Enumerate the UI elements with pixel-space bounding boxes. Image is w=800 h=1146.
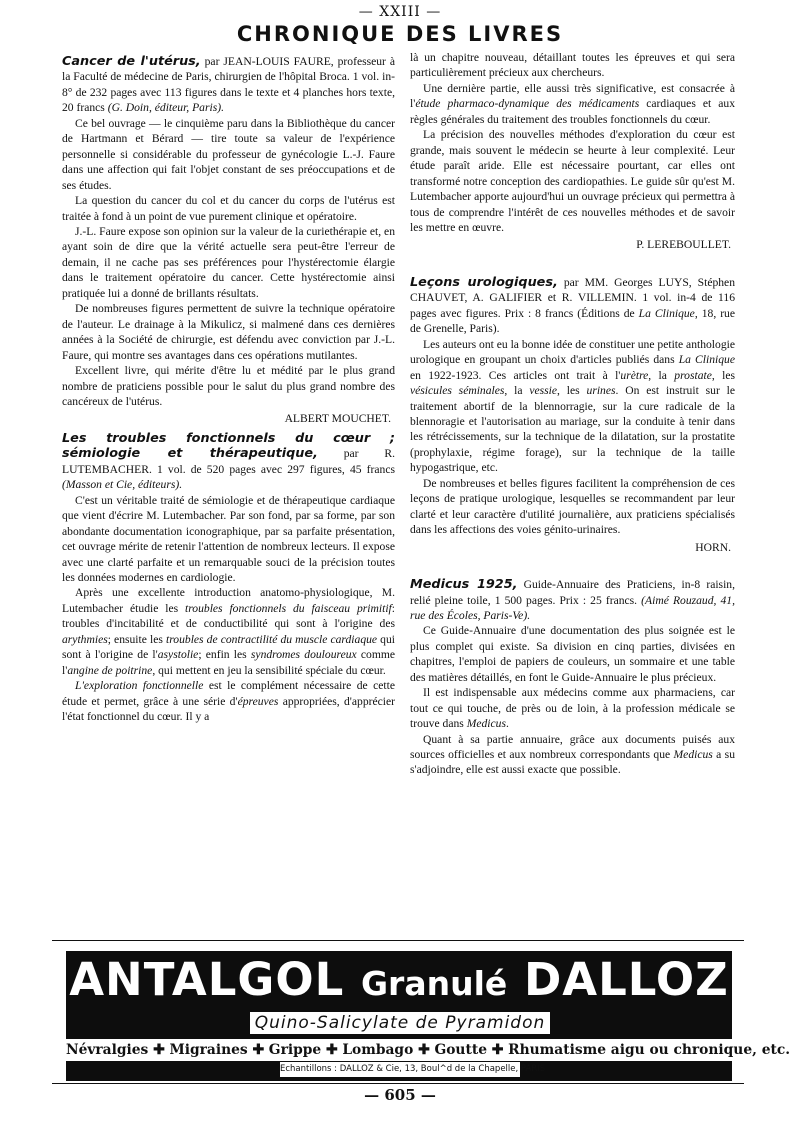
- ad-footer: Echantillons : DALLOZ & Cie, 13, Boul^d de la Chapelle, PARIS: [280, 1062, 520, 1077]
- divider-rule: [52, 940, 744, 941]
- book-details: par MM. Georges LUYS, Stéphen CHAUVET, A. GALIFIER et R. VILLEMIN. 1 vol. in-4 de 116 pages avec figures. Prix : 8 francs (Éditions de: [410, 275, 735, 320]
- ad-subtitle: Quino-Salicylate de Pyramidon: [250, 1012, 550, 1034]
- publisher: (G. Doin, éditeur, Paris).: [107, 101, 224, 115]
- right-column: [410, 50, 735, 778]
- review-signature: P. LEREBOULLET.: [636, 238, 731, 252]
- review-troubles-coeur-header: [62, 431, 395, 493]
- antalgol-advertisement: [66, 951, 791, 1081]
- book-title: Les troubles fonctionnels du cœur ; sémiologie et thérapeutique,: [62, 430, 395, 462]
- paragraph: De nombreuses et belles figures facilitent la compréhension de ces leçons de pratique urologique, lesquelles se recommandent par leur clarté et leur caractère d'utilité journalière, aux praticiens spécialisés dans les affections des voies génito-urinaires.: [410, 476, 735, 537]
- paragraph: De nombreuses figures permettent de suivre la technique opératoire de l'auteur. Le drainage à la Mikulicz, si malmené dans ces dernières années à la Société de chirurgie, est défendu avec conviction par J.-L. Faure, qui montre ses avantages dans ces opérations mutilantes.: [62, 302, 395, 362]
- review-signature: HORN.: [695, 540, 731, 554]
- paragraph: Il est indispensable aux médecins comme aux pharmaciens, car tout ce qui touche, de près ou de loin, à la profession médicale se trouve dans Medicus.: [410, 686, 735, 731]
- paragraph: là un chapitre nouveau, détaillant toutes les épreuves et qui sera particulièrement précieux aux chercheurs.: [410, 51, 735, 80]
- review-lecons-urologiques-header: Leçons urologiques, par MM. Georges LUYS, Stéphen CHAUVET, A. GALIFIER et R. VILLEMIN. 1 vol. in-4 de 116 pages avec figures. Prix : 8 francs (Éditions de La Clinique, 18, rue de Grenelle, Paris).: [410, 274, 735, 336]
- paragraph: La précision des nouvelles méthodes d'exploration du cœur est grande, mais souvent le médecin se heurte à leur complexité. Leur étude paraît aride. Elle est nécessaire pourtant, car elles ont transformé notre conception des cardiopathies. Le guide sûr qu'est M. Lutembacher apporte aujourd'hui un ouvrage précieux qui permettra à tous de comprendre l'intérêt de ces nouvelles méthodes et de savoir les mettre en œuvre.: [410, 128, 735, 234]
- paragraph: Ce Guide-Annuaire d'une documentation des plus soignée est le plus complet qui existe. Sa division en cinq parties, divisées en chapitres, l'emploi de papiers de couleurs, un sommaire et une table des matières détaillés, en font le Guide-Annuaire le plus précieux.: [410, 624, 735, 684]
- paragraph: Ce bel ouvrage — le cinquième paru dans la Bibliothèque du cancer de Hartmann et Bérard — tire toute sa valeur de l'expérience personnelle si considérable du professeur de gynécologie L.-J. Faure dans une affection qui fait l'objet constant de ses préoccupations et de ses études.: [62, 116, 395, 192]
- paragraph: Les auteurs ont eu la bonne idée de constituer une petite anthologie urologique en groupant un choix d'articles publiés dans La Clinique en 1922-1923. Ces articles ont trait à l'urètre, la prostate, les vésicules séminales, la vessie, les urines. On est instruit sur le traitement abortif de la blennorragie, sur la cure radicale de la blennoragie et l'autorisation au mariage, sur la conduite à tenir dans les rétrécissements, sur la technique de la dilatation, sur la prostatite (prophylaxie, régime forage), sur la technique de la taille hypogastrique, etc.: [410, 337, 736, 475]
- book-title: Medicus 1925,: [410, 577, 518, 593]
- paragraph: C'est un véritable traité de sémiologie et de thérapeutique cardiaque que vient d'écrire M. Lutembacher. Par son fond, par sa forme, par son abondante documentation iconographique, par sa parfaite présentation, cet ouvrage mérite de retenir l'attention de nombreux lecteurs. Il expose avec une clarté parfaite et un remarquable souci de la précision toutes les données modernes en cardiologie.: [62, 493, 395, 584]
- page-number: — 605 —: [364, 1086, 436, 1104]
- book-title: Cancer de l'utérus,: [62, 54, 201, 69]
- section-title: CHRONIQUE DES LIVRES: [236, 22, 564, 46]
- review-cancer-uterus-header: [62, 54, 395, 116]
- ad-indications: Névralgies ✚ Migraines ✚ Grippe ✚ Lombago ✚ Goutte ✚ Rhumatisme aigu ou chronique, etc.: [66, 1039, 732, 1061]
- book-details: par R. LUTEMBACHER. 1 vol. de 520 pages avec 297 figures, 45 francs: [62, 447, 395, 476]
- review-signature: ALBERT MOUCHET.: [284, 412, 391, 426]
- review-medicus-header: [410, 577, 735, 623]
- paragraph: Excellent livre, qui mérite d'être lu et médité par le plus grand nombre de praticiens possible pour le salut du plus grand nombre des cancéreux de l'utérus.: [62, 364, 395, 408]
- left-column: [62, 50, 395, 724]
- paragraph: L'exploration fonctionnelle est le complément nécessaire de cette étude et permet, grâce à une série d'épreuves appropriées, d'apprécier l'état fonctionnel du cœur. Il y a: [62, 679, 396, 724]
- book-title: Leçons urologiques,: [410, 274, 558, 290]
- paragraph: J.-L. Faure expose son opinion sur la valeur de la curiethérapie et, en ayant soin de dire que la vérité actuelle sera peut-être l'erreur de demain, il ne cache pas ses préférences pour l'hystérectomie élargie dans le traitement opératoire du cancer. Cette hystérectomie ainsi pratiquée lui a donné de brillants résultats.: [62, 224, 395, 300]
- publisher: (Aimé Rouzaud, 41, rue des Écoles, Paris-Ve).: [410, 593, 736, 622]
- paragraph: Une dernière partie, elle aussi très significative, est consacrée à l'étude pharmaco-dynamique des médicaments cardiaques et aux règles générales du traitement des troubles fonctionnels du cœur.: [410, 81, 735, 126]
- book-details: Guide-Annuaire des Praticiens, in-8 raisin, relié pleine toile, 1 500 pages. Prix : 25 francs.: [410, 578, 735, 607]
- book-details: par JEAN-LOUIS FAURE, professeur à la Faculté de médecine de Paris, chirurgien de l'hôpital Broca. 1 vol. in-8° de 232 pages avec 113 figures dans le texte et 4 planches hors texte, 20 francs: [62, 55, 396, 115]
- divider-rule: [52, 1083, 744, 1084]
- ad-brand: ANTALGOL Granulé DALLOZ: [69, 953, 729, 1006]
- publisher: La Clinique: [638, 306, 695, 320]
- paragraph: Après une excellente introduction anatomo-physiologique, M. Lutembacher étudie les troubles fonctionnels du faisceau primitif: troubles d'incitabilité et de conductibilité qui sont à l'origine des arythmies; ensuite les troubles de contractilité du muscle cardiaque qui sont à l'origine de l'asystolie; enfin les syndromes douloureux comme l'angine de poitrine, qui mettent en jeu la sensibilité spéciale du cœur.: [62, 586, 396, 677]
- publisher: (Masson et Cie, éditeurs).: [62, 478, 183, 492]
- paragraph: Quant à sa partie annuaire, grâce aux documents puisés aux sources officielles et aux nombreux correspondants que Medicus a su s'adjoindre, elle est aussi exacte que possible.: [410, 732, 735, 777]
- roman-page-number: — XXIII —: [358, 4, 442, 20]
- paragraph: La question du cancer du col et du cancer du corps de l'utérus est traitée à fond à un point de vue purement clinique et opératoire.: [62, 194, 395, 223]
